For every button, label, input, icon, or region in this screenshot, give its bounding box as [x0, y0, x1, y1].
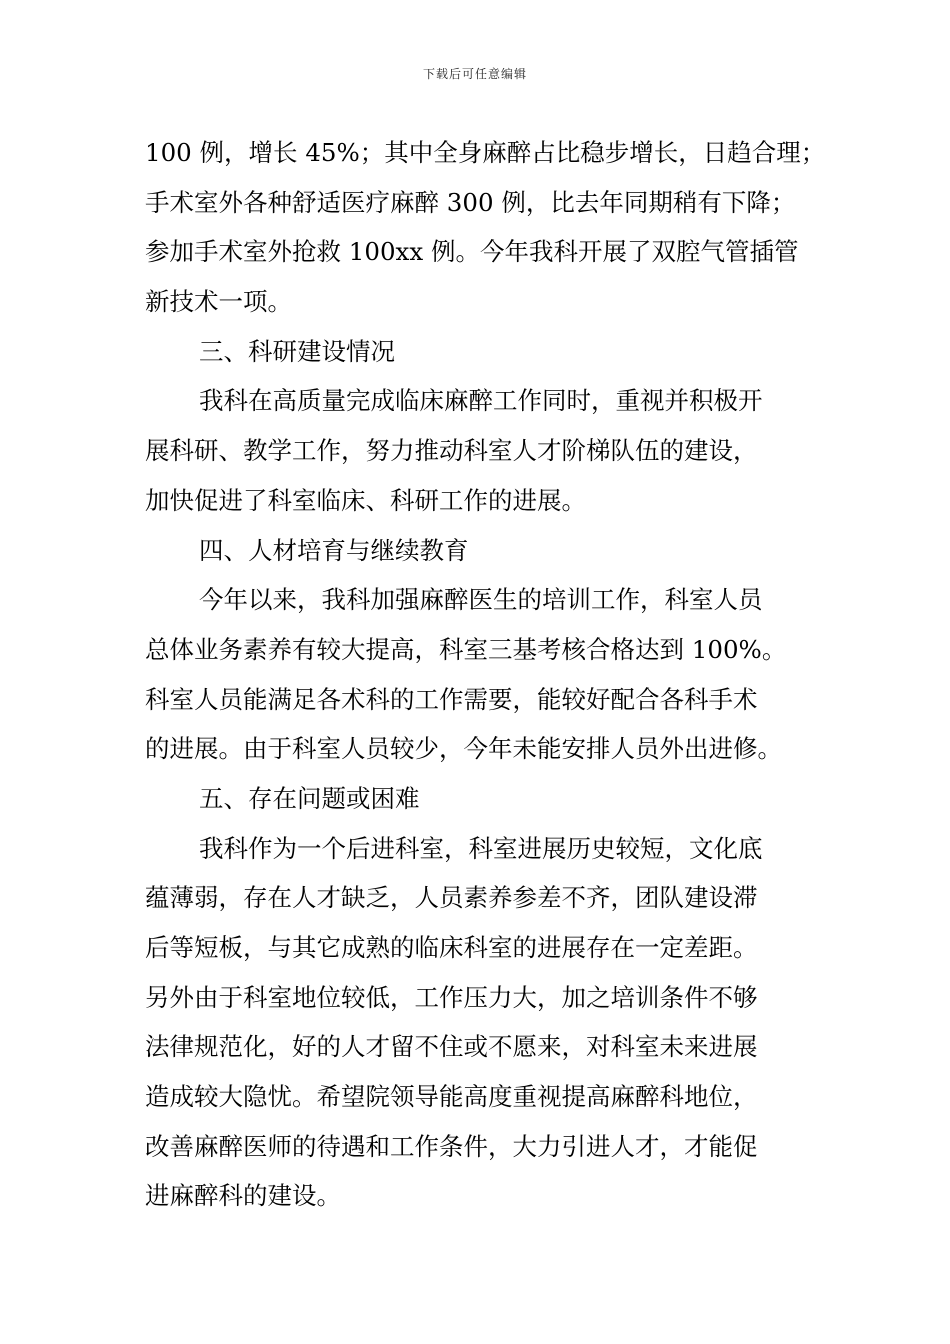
text-line: 改善麻醉医师的待遇和工作条件，大力引进人才，才能促: [145, 1131, 758, 1161]
paragraph-problems: [145, 824, 825, 1222]
heading-line: 五、存在问题或困难: [199, 783, 420, 813]
document-body: [145, 128, 825, 1221]
paragraph-continuation: [145, 128, 825, 327]
text-line: 后等短板，与其它成熟的临床科室的进展存在一定差距。: [145, 933, 758, 962]
text-line: 总体业务素养有较大提高，科室三基考核合格达到 100%。: [145, 634, 787, 664]
text-line: 100 例，增长 45%；其中全身麻醉占比稳步增长，日趋合理；: [145, 138, 826, 167]
text-line: 今年以来，我科加强麻醉医生的培训工作，科室人员: [199, 585, 763, 615]
text-line: 我科在高质量完成临床麻醉工作同时，重视并积极开: [199, 386, 763, 416]
section-heading-problems: [145, 774, 825, 824]
text-line: 的进展。由于科室人员较少，今年未能安排人员外出进修。: [145, 734, 782, 764]
paragraph-research: [145, 376, 825, 525]
heading-line: 四、人材培育与继续教育: [199, 535, 469, 565]
text-line: 另外由于科室地位较低，工作压力大，加之培训条件不够: [145, 982, 758, 1012]
text-line: 手术室外各种舒适医疗麻醉 300 例，比去年同期稍有下降；: [145, 187, 796, 217]
text-line: 法律规范化，好的人才留不住或不愿来，对科室未来进展: [145, 1032, 758, 1062]
text-line: 蕴薄弱，存在人才缺乏，人员素养参差不齐，团队建设滞: [145, 883, 758, 913]
text-line: 科室人员能满足各术科的工作需要，能较好配合各科手术: [145, 684, 758, 714]
section-heading-research: [145, 327, 825, 377]
text-line: 进麻醉科的建设。: [145, 1181, 341, 1211]
section-heading-training: [145, 526, 825, 576]
text-line: 我科作为一个后进科室，科室进展历史较短，文化底: [199, 833, 763, 863]
text-line: 展科研、教学工作，努力推动科室人才阶梯队伍的建设，: [145, 436, 758, 466]
text-line: 参加手术室外抢救 100xx 例。今年我科开展了双腔气管插管: [145, 237, 799, 267]
paragraph-training: [145, 575, 825, 774]
heading-line: 三、科研建设情况: [199, 336, 395, 366]
page-header: 下载后可任意编辑: [422, 67, 527, 81]
text-line: 造成较大隐忧。希望院领导能高度重视提高麻醉科地位，: [145, 1082, 758, 1112]
text-line: 新技术一项。: [145, 287, 292, 317]
text-line: 加快促进了科室临床、科研工作的进展。: [145, 485, 586, 515]
